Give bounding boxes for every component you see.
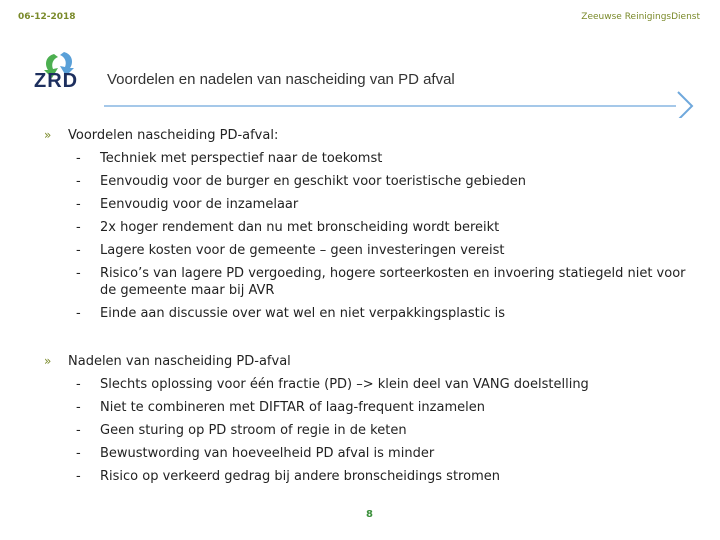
logo-text: ZRD <box>34 70 79 92</box>
list-item: - Niet te combineren met DIFTAR of laag-frequent inzamelen <box>76 400 485 415</box>
list-item: - Einde aan discussie over wat wel en niet verpakkingsplastic is <box>76 306 505 321</box>
list-item: - Eenvoudig voor de inzamelaar <box>76 197 299 212</box>
list-item: - Eenvoudig voor de burger en geschikt voor toeristische gebieden <box>76 174 526 189</box>
list-item: - Risico’s van lagere PD vergoeding, hogere sorteerkosten en invoering statiegeld niet voor de gemeente maar bij AVR <box>76 266 686 298</box>
organization-label: Zeeuwse ReinigingsDienst <box>581 12 700 22</box>
list-item: - Techniek met perspectief naar de toekomst <box>76 151 383 166</box>
section-heading: Voordelen nascheiding PD-afval: <box>68 128 279 143</box>
chevron-bullet-icon: » <box>44 354 52 368</box>
section-heading: Nadelen van nascheiding PD-afval <box>68 354 291 369</box>
slide-title: Voordelen en nadelen van nascheiding van PD afval <box>107 71 455 88</box>
disadvantages-section <box>44 350 694 488</box>
list-item: - Risico op verkeerd gedrag bij andere bronscheidings stromen <box>76 469 500 484</box>
list-item: - Geen sturing op PD stroom of regie in de keten <box>76 423 407 438</box>
chevron-bullet-icon: » <box>44 128 52 142</box>
list-item: - Bewustwording van hoeveelheid PD afval is minder <box>76 446 435 461</box>
date-label: 06-12-2018 <box>18 12 76 22</box>
title-rule-arrow-icon <box>104 90 694 118</box>
list-item: - Slechts oplossing voor één fractie (PD) –> klein deel van VANG doelstelling <box>76 377 589 392</box>
list-item: - 2x hoger rendement dan nu met bronscheiding wordt bereikt <box>76 220 500 235</box>
advantages-section <box>44 124 694 325</box>
list-item: - Lagere kosten voor de gemeente – geen investeringen vereist <box>76 243 505 258</box>
page-number: 8 <box>366 509 373 520</box>
